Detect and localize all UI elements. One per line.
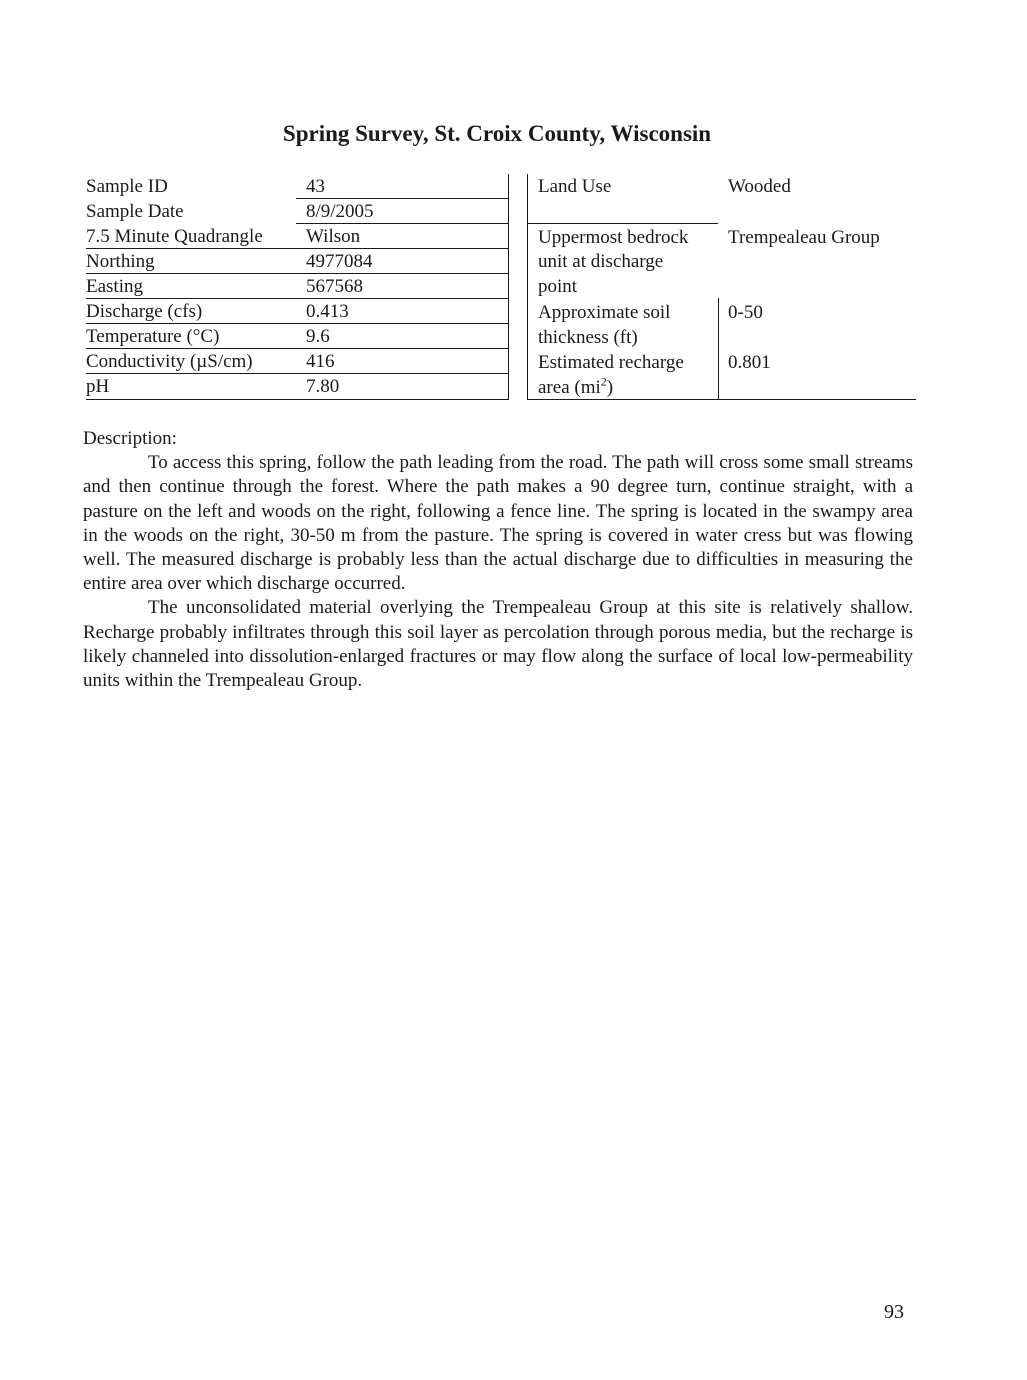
label-sample-id: Sample ID <box>86 176 168 197</box>
description-section <box>83 427 913 693</box>
label-bedrock: point <box>538 276 578 297</box>
label-soil-thickness: thickness (ft) <box>538 327 638 348</box>
rule <box>296 198 509 199</box>
label-bedrock: Uppermost bedrock <box>538 227 689 248</box>
rule <box>86 298 509 299</box>
value-sample-id: 43 <box>306 176 325 197</box>
divider <box>508 174 509 400</box>
value-bedrock: Trempealeau Group <box>728 227 880 248</box>
label-land-use: Land Use <box>538 176 612 197</box>
rule <box>86 323 509 324</box>
label-sample-date: Sample Date <box>86 201 184 222</box>
rule <box>527 223 718 224</box>
description-heading: Description: <box>83 428 177 449</box>
label-conductivity: Conductivity (µS/cm) <box>86 351 253 372</box>
rule <box>86 248 509 249</box>
rule <box>296 223 509 224</box>
recharge-area-text: area (mi <box>538 377 601 398</box>
description-paragraph: To access this spring, follow the path leading from the road. The path will cross some small streams and then continue through the forest. Where the path makes a 90 degree turn, continue straight, with a pasture on the left and woods on the right, following a fence line. The spring is located in the swampy area in the woods on the right, 30-50 m from the pasture. The spring is covered in water cress but was flowing well. The measured discharge is probably less than the actual discharge due to difficulties in measuring the entire area over which discharge occurred. <box>83 452 913 595</box>
recharge-area-text: ) <box>606 377 614 398</box>
label-quadrangle: 7.5 Minute Quadrangle <box>86 226 263 247</box>
label-ph: pH <box>86 376 110 397</box>
page-title: Spring Survey, St. Croix County, Wisconsin <box>282 121 712 146</box>
value-ph: 7.80 <box>306 376 340 397</box>
value-easting: 567568 <box>306 276 363 297</box>
value-soil-thickness: 0-50 <box>728 302 763 323</box>
value-conductivity: 416 <box>306 351 335 372</box>
value-recharge-area: 0.801 <box>728 352 771 373</box>
label-recharge-area: Estimated recharge <box>538 352 684 373</box>
value-discharge: 0.413 <box>306 301 349 322</box>
value-temperature: 9.6 <box>306 326 330 347</box>
rule <box>86 273 509 274</box>
label-temperature: Temperature (°C) <box>86 326 220 347</box>
value-land-use: Wooded <box>728 176 791 197</box>
superscript: 2 <box>600 374 607 389</box>
page-number: 93 <box>884 1301 904 1323</box>
rule <box>86 348 509 349</box>
label-soil-thickness: Approximate soil <box>538 302 671 323</box>
label-discharge: Discharge (cfs) <box>86 301 203 322</box>
label-bedrock: unit at discharge <box>538 251 664 272</box>
label-recharge-area <box>538 375 613 400</box>
value-sample-date: 8/9/2005 <box>306 201 374 222</box>
divider <box>718 298 719 400</box>
description-paragraph: The unconsolidated material overlying the Trempealeau Group at this site is relatively shallow. Recharge probably infiltrates through this soil layer as percolation through porous media, but the recharge is likely channeled into dissolution-enlarged fractures or may flow along the surface of local low-permeability units within the Trempealeau Group. <box>83 597 913 692</box>
label-easting: Easting <box>86 276 143 297</box>
divider <box>527 174 528 400</box>
label-northing: Northing <box>86 251 155 272</box>
value-quadrangle: Wilson <box>306 226 361 247</box>
rule <box>86 399 509 400</box>
value-northing: 4977084 <box>306 251 373 272</box>
rule <box>86 373 509 374</box>
